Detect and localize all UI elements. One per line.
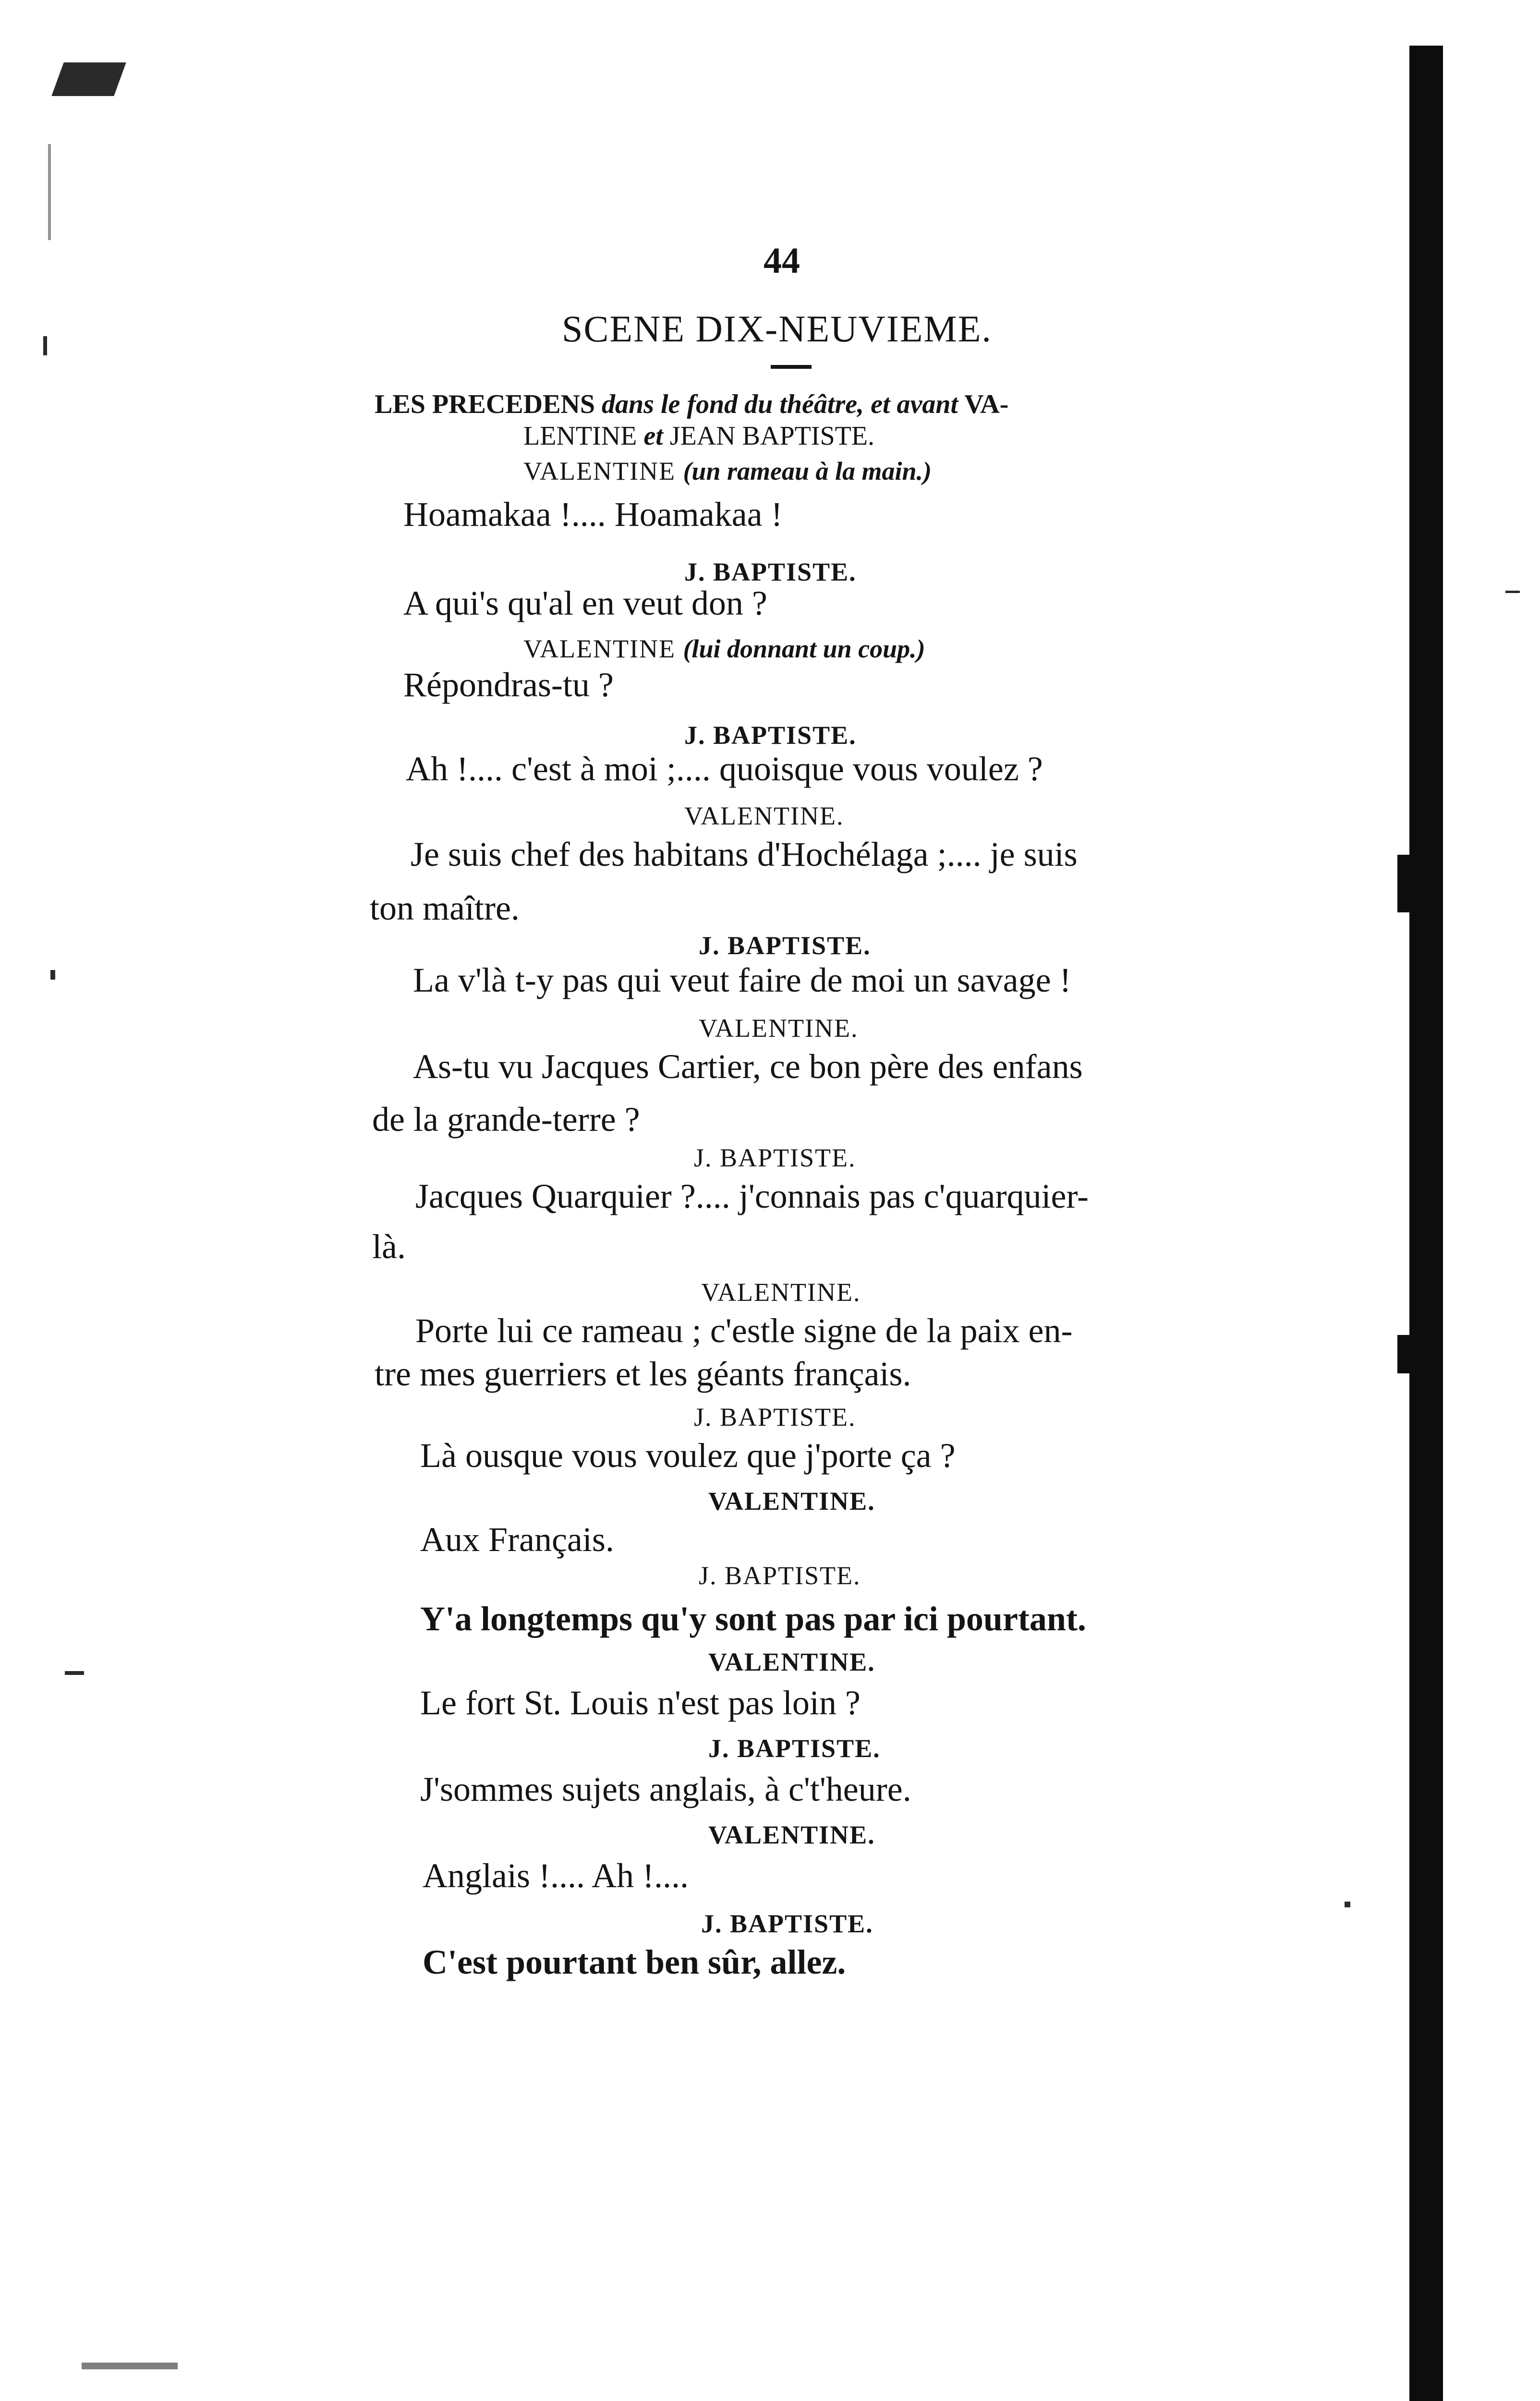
- speech-line: As-tu vu Jacques Cartier, ce bon père des enfans: [413, 1047, 1083, 1086]
- speaker-label: J. BAPTISTE.: [684, 721, 857, 750]
- speaker-label: J. BAPTISTE.: [699, 931, 871, 960]
- speech-line: Jacques Quarquier ?.... j'connais pas c'quarquier-: [415, 1177, 1089, 1215]
- binding-edge: [1409, 46, 1443, 2401]
- speech-line: ton maître.: [370, 889, 520, 927]
- binding-notch: [1397, 1335, 1417, 1373]
- scan-speck: [50, 970, 55, 980]
- speech-line: Le fort St. Louis n'est pas loin ?: [420, 1684, 861, 1722]
- scan-speck: [82, 2363, 178, 2369]
- scan-speck: [48, 144, 51, 240]
- speaker-label: J. BAPTISTE.: [701, 1909, 873, 1938]
- speech-line: C'est pourtant ben sûr, allez.: [423, 1943, 846, 1981]
- speaker-label: J. BAPTISTE.: [694, 1403, 856, 1431]
- speaker-label: VALENTINE.: [708, 1820, 875, 1849]
- stage-direction-characters: LES PRECEDENS: [375, 389, 595, 419]
- scan-speck: [65, 1671, 84, 1675]
- stage-direction-characters: JEAN BAPTISTE.: [669, 421, 875, 451]
- speech-line: Aux Français.: [420, 1520, 614, 1559]
- scene-title: SCENE DIX-NEUVIEME.: [562, 308, 992, 350]
- speech-line: Répondras-tu ?: [403, 666, 614, 704]
- speaker-label: J. BAPTISTE.: [684, 558, 857, 586]
- speech-line: Hoamakaa !.... Hoamakaa !: [403, 495, 783, 534]
- page-number: 44: [764, 241, 800, 281]
- scan-speck: [1505, 591, 1520, 593]
- stage-direction-characters: LENTINE: [523, 421, 637, 451]
- speech-line: Là ousque vous voulez que j'porte ça ?: [420, 1436, 956, 1475]
- scan-speck: [1345, 1902, 1350, 1907]
- stage-direction-line-1: [375, 389, 1008, 420]
- speaker-label: VALENTINE.: [708, 1648, 875, 1676]
- stage-direction-characters: VA-: [964, 389, 1009, 419]
- speech-line: A qui's qu'al en veut don ?: [403, 584, 767, 622]
- binding-notch: [1397, 855, 1417, 912]
- scan-speck: [51, 62, 126, 96]
- speech-line: là.: [372, 1227, 406, 1266]
- speaker-label: J. BAPTISTE.: [694, 1143, 856, 1172]
- speech-line: Anglais !.... Ah !....: [423, 1856, 689, 1895]
- speech-line: Je suis chef des habitans d'Hochélaga ;.... je suis: [411, 835, 1078, 873]
- speaker-label: VALENTINE (un rameau à la main.): [523, 457, 932, 485]
- speaker-direction: (un rameau à la main.): [683, 457, 932, 485]
- speaker-label: J. BAPTISTE.: [708, 1734, 881, 1763]
- speaker-label: VALENTINE.: [684, 801, 844, 830]
- speech-line: Ah !.... c'est à moi ;.... quoisque vous voulez ?: [406, 750, 1043, 788]
- scan-speck: [43, 336, 47, 355]
- stage-direction-line-2: [523, 421, 874, 451]
- speech-line: de la grande-terre ?: [372, 1100, 640, 1139]
- speaker-label: VALENTINE.: [701, 1278, 861, 1307]
- stage-direction-text: et: [643, 421, 663, 451]
- speaker-direction: (lui donnant un coup.): [683, 634, 925, 663]
- speaker-label: VALENTINE.: [699, 1014, 859, 1043]
- title-rule: [771, 365, 812, 369]
- speaker-label: VALENTINE.: [708, 1487, 875, 1516]
- speaker-label: VALENTINE (lui donnant un coup.): [523, 634, 925, 663]
- speech-line: Y'a longtemps qu'y sont pas par ici pourtant.: [420, 1600, 1086, 1638]
- speech-line: J'sommes sujets anglais, à c't'heure.: [420, 1770, 911, 1808]
- speech-line: tre mes guerriers et les géants français.: [375, 1355, 911, 1393]
- speaker-label: J. BAPTISTE.: [699, 1561, 861, 1590]
- speech-line: La v'là t-y pas qui veut faire de moi un savage !: [413, 961, 1071, 999]
- stage-direction-text: dans le fond du théâtre, et avant: [602, 389, 958, 419]
- speech-line: Porte lui ce rameau ; c'estle signe de la paix en-: [415, 1311, 1073, 1350]
